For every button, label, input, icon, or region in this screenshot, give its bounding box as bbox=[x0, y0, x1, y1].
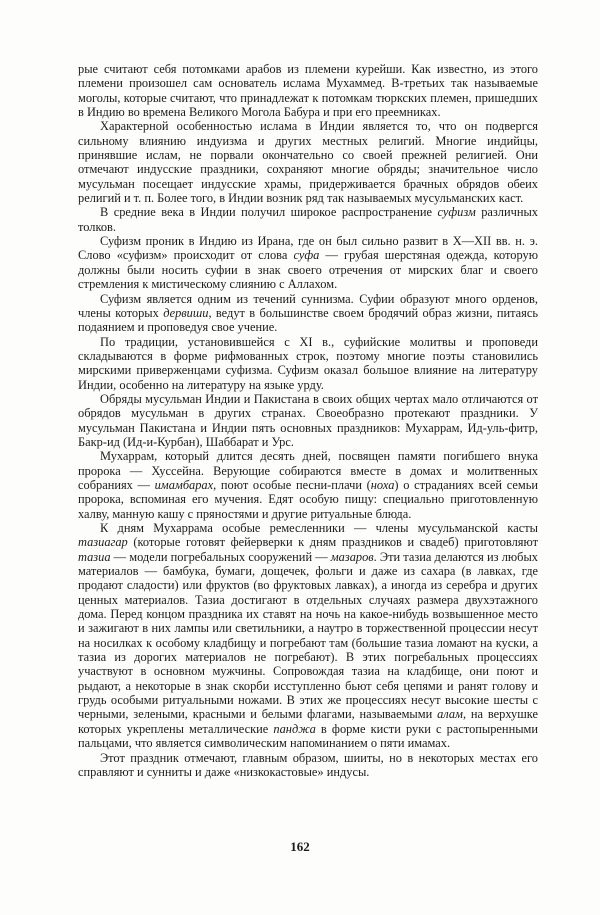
paragraph-tazia: К дням Мухаррама особые ремесленники — члены мусульманской касты тазиагар (которые готовят фейерверки к дням праздников и свадеб) приготовляют тазиа — модели погребальных сооружений — мазаров. Эти тазиа делаются из любых материалов — бамбука, бумаги, дощечек, фольги и даже из сахара (в лавках, где продают сладости) или фруктов (во фруктовых лавках), а иногда из серебра и других ценных материалов. Тазиа достигают в отдельных случаях размера двухэтажного дома. Перед концом праздника их ставят на ночь на какое-нибудь возвышенное место и зажигают в них лампы или светильники, а наутро в торжественной процессии несут на носилках к особому кладбищу и погребают там (большие тазиа ломают на куски, а тазиа из дорогих материалов не погребают). В этих погребальных процессиях участвуют в основном мужчины. Сопровождая тазиа на кладбище, они поют и рыдают, а некоторые в знак скорби исступленно бьют себя цепями и ранят голову и грудь особыми ритуальными ножами. В этих же процессиях несут высокие шесты с черными, зелеными, красными и белыми флагами, называемыми алам, на верхушке которых укреплены металлические панджа в форме кисти руки с растопыренными пальцами, что является символическим напоминанием о пяти имамах. bbox=[78, 521, 538, 751]
paragraph-sufi-orders: Суфизм является одним из течений суннизма. Суфии образуют много орденов, члены которых дервиши, ведут в большинстве своем бродячий образ жизни, питаясь подаянием и проповедуя свое учение. bbox=[78, 291, 538, 335]
paragraph-islam-india-features: Характерной особенностью ислама в Индии является то, что он подвергся сильному влиянию индуизма и других местных религий. Многие индийцы, принявшие ислам, не порвали окончательно со своей прежней религией. Они отмечают индусские праздники, сохраняют многие обряды; значительное число мусульман посещает индусские храмы, придерживается брачных обрядов обеих религий и т. п. Более того, в Индии возник ряд так называемых мусульманских каст. bbox=[78, 119, 538, 206]
paragraph-sufism-origin: Суфизм проник в Индию из Ирана, где он был сильно развит в X—XII вв. н. э. Слово «суфизм» происходит от слова суфа — грубая шерстяная одежда, которую должны были носить суфии в знак своего отречения от мирских благ и своего стремления к мистическому слиянию с Аллахом. bbox=[78, 234, 538, 292]
paragraph-sufism-intro: В средние века в Индии получил широкое распространение суфизм различных толков. bbox=[78, 205, 538, 234]
paragraph-sufi-poetry: По традиции, установившейся с XI в., суфийские молитвы и проповеди складываются в форме рифмованных строк, поэтому многие поэты становились мирскими приверженцами суфизма. Суфизм оказал большое влияние на литературу Индии, особенно на литературу на языке урду. bbox=[78, 334, 538, 392]
paragraph-continuation: рые считают себя потомками арабов из племени курейши. Как известно, из этого племени произошел сам основатель ислама Мухаммед. В-третьих так называемые моголы, которые считают, что принадлежат к потомкам тюркских племен, пришедших в Индию во времена Великого Могола Бабура и при его преемниках. bbox=[78, 62, 538, 120]
page-body-text bbox=[78, 62, 538, 779]
page-number: 162 bbox=[290, 839, 310, 854]
paragraph-muharram: Мухаррам, который длится десять дней, посвящен памяти погибшего внука пророка — Хуссейна. Верующие собираются вместе в домах и молитвенных собраниях — имамбарах, поют особые песни-плачи (ноха) о страданиях всей семьи пророка, вспоминая его мучения. Едят особую пищу: специально приготовленную халву, манную кашу с пряностями и другие ритуальные блюда. bbox=[78, 449, 539, 521]
paragraph-muslim-rites: Обряды мусульман Индии и Пакистана в своих общих чертах мало отличаются от обрядов мусульман в других странах. Своеобразно протекают праздники. У мусульман Пакистана и Индии пять основных праздников: Мухаррам, Ид-уль-фитр, Бакр-ид (Ид-и-Курбан), Шаббарат и Урс. bbox=[78, 391, 538, 449]
paragraph-shiites: Этот праздник отмечают, главным образом, шииты, но в некоторых местах его справляют и сунниты и даже «низкокастовые» индусы. bbox=[78, 750, 538, 779]
